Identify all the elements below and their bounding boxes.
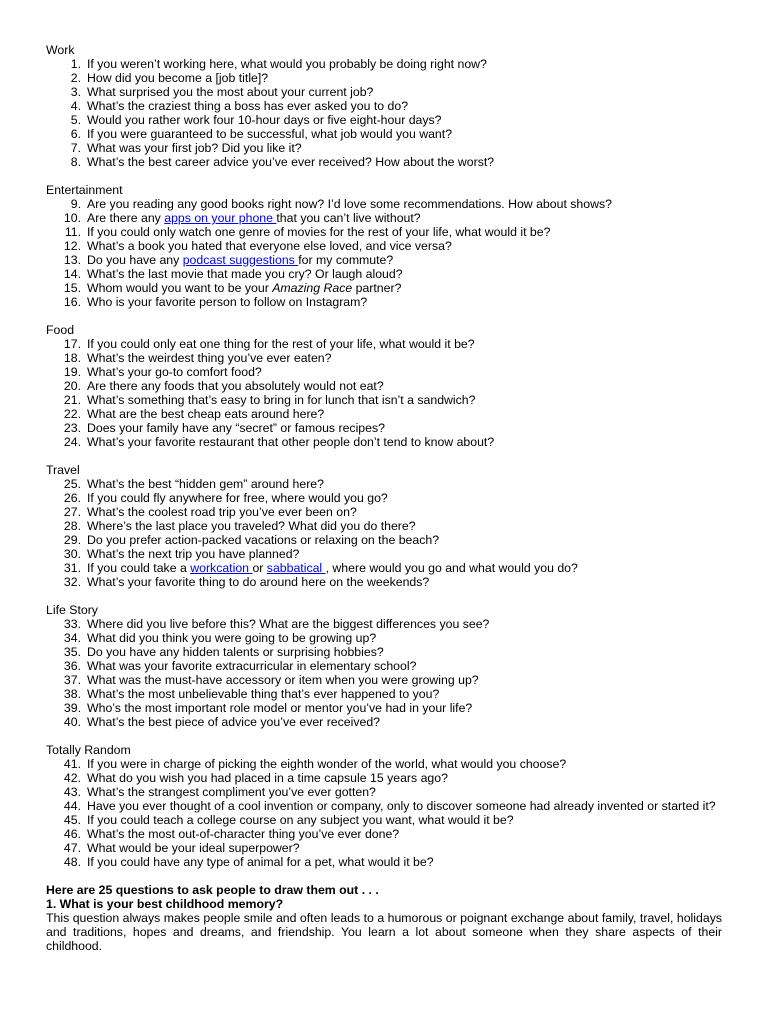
- question-item: [46, 799, 722, 813]
- question-text: If you could only watch one genre of movies for the rest of your life, what would it be?: [87, 225, 551, 239]
- question-list: [46, 197, 722, 309]
- question-text: Do you have any hidden talents or surprising hobbies?: [87, 645, 384, 659]
- text-fragment: Do you have any: [87, 253, 183, 267]
- question-text: Where did you live before this? What are the biggest differences you see?: [87, 617, 490, 631]
- question-number: 21.: [63, 393, 81, 407]
- question-number: 27.: [63, 505, 81, 519]
- text-fragment: for my commute?: [298, 253, 394, 267]
- question-number: 18.: [63, 351, 81, 365]
- question-item: [46, 771, 722, 785]
- question-number: 40.: [63, 715, 81, 729]
- question-item: [46, 673, 722, 687]
- question-number: 7.: [70, 141, 81, 155]
- section-title: Life Story: [46, 603, 98, 617]
- question-item: [46, 841, 722, 855]
- question-text: What’s the next trip you have planned?: [87, 547, 300, 561]
- italic-title: Amazing Race: [272, 281, 353, 295]
- question-item: [46, 337, 722, 351]
- question-text: What’s the most out-of-character thing you’ve ever done?: [87, 827, 400, 841]
- question-number: 42.: [63, 771, 81, 785]
- question-number: 2.: [70, 71, 81, 85]
- question-number: 12.: [63, 239, 81, 253]
- question-number: 38.: [63, 687, 81, 701]
- section-title: Travel: [46, 463, 80, 477]
- question-item: [46, 491, 722, 505]
- question-number: 23.: [63, 421, 81, 435]
- inline-link[interactable]: apps on your phone: [164, 211, 277, 225]
- question-text: What’s the most unbelievable thing that’s ever happened to you?: [87, 687, 440, 701]
- question-item: [46, 715, 722, 729]
- section-entertainment: [46, 183, 722, 309]
- question-text: What’s the best “hidden gem” around here?: [87, 477, 324, 491]
- inline-link[interactable]: workcation: [190, 561, 253, 575]
- question-number: 24.: [63, 435, 81, 449]
- question-item: [46, 561, 722, 575]
- question-item: [46, 281, 722, 295]
- question-text: What’s the strangest compliment you’ve ever gotten?: [87, 785, 376, 799]
- question-sections: [46, 43, 722, 869]
- document-body: [46, 43, 722, 953]
- question-item: [46, 393, 722, 407]
- question-item: [46, 617, 722, 631]
- text-fragment: that you can’t live without?: [276, 211, 421, 225]
- question-number: 20.: [63, 379, 81, 393]
- question-item: [46, 827, 722, 841]
- question-text: What did you think you were going to be growing up?: [87, 631, 377, 645]
- question-text: What’s the craziest thing a boss has ever asked you to do?: [87, 99, 409, 113]
- question-text: What’s the coolest road trip you’ve ever been on?: [87, 505, 357, 519]
- text-fragment: Are there any: [87, 211, 165, 225]
- section-travel: [46, 463, 722, 589]
- question-number: 19.: [63, 365, 81, 379]
- question-text: Are you reading any good books right now? I’d love some recommendations. How about shows?: [87, 197, 612, 211]
- question-item: [46, 141, 722, 155]
- section-food: [46, 323, 722, 449]
- question-number: 17.: [63, 337, 81, 351]
- question-item: [46, 813, 722, 827]
- question-item: [46, 113, 722, 127]
- question-text: What’s the last movie that made you cry? Or laugh aloud?: [87, 267, 403, 281]
- question-text: Who is your favorite person to follow on Instagram?: [87, 295, 368, 309]
- question-item: [46, 659, 722, 673]
- question-number: 32.: [63, 575, 81, 589]
- question-item: [46, 85, 722, 99]
- question-item: [46, 407, 722, 421]
- question-item: [46, 701, 722, 715]
- question-number: 11.: [64, 225, 81, 239]
- question-item: [46, 519, 722, 533]
- section-work: [46, 43, 722, 169]
- question-item: [46, 631, 722, 645]
- text-fragment: or: [252, 561, 267, 575]
- question-text: If you could have any type of animal for a pet, what would it be?: [87, 855, 434, 869]
- question-number: 45.: [63, 813, 81, 827]
- text-fragment: If you could take a: [87, 561, 191, 575]
- question-number: 22.: [63, 407, 81, 421]
- question-text: Who’s the most important role model or mentor you’ve had in your life?: [87, 701, 473, 715]
- question-item: [46, 365, 722, 379]
- question-number: 1.: [70, 57, 81, 71]
- question-text: [87, 281, 722, 295]
- question-text: If you weren’t working here, what would you probably be doing right now?: [87, 57, 487, 71]
- question-number: 29.: [63, 533, 81, 547]
- question-text: Does your family have any “secret” or famous recipes?: [87, 421, 385, 435]
- question-1-body: This question always makes people smile and often leads to a humorous or poignant exchange about family, travel, holidays and traditions, hopes and dreams, and friendship. You learn a lot about someone when they share aspects of their childhood.: [46, 911, 722, 953]
- question-text: [87, 253, 722, 267]
- question-item: [46, 155, 722, 169]
- section-title: Totally Random: [46, 743, 131, 757]
- question-text: What surprised you the most about your current job?: [87, 85, 374, 99]
- question-text: If you could only eat one thing for the rest of your life, what would it be?: [87, 337, 475, 351]
- question-item: [46, 127, 722, 141]
- question-number: 37.: [63, 673, 81, 687]
- question-item: [46, 211, 722, 225]
- question-list: [46, 57, 722, 169]
- question-number: 33.: [63, 617, 81, 631]
- intro-heading: Here are 25 questions to ask people to draw them out . . .: [46, 883, 379, 897]
- question-text: What was your first job? Did you like it?: [87, 141, 302, 155]
- question-number: 35.: [63, 645, 81, 659]
- question-list: [46, 337, 722, 449]
- question-number: 31.: [63, 561, 81, 575]
- question-item: [46, 99, 722, 113]
- question-item: [46, 71, 722, 85]
- question-item: [46, 267, 722, 281]
- question-item: [46, 435, 722, 449]
- question-text: Do you prefer action-packed vacations or relaxing on the beach?: [87, 533, 440, 547]
- question-item: [46, 645, 722, 659]
- question-number: 16.: [63, 295, 81, 309]
- section-title: Entertainment: [46, 183, 123, 197]
- section-title: Food: [46, 323, 75, 337]
- question-text: Have you ever thought of a cool invention or company, only to discover someone had already invented or started it?: [87, 799, 716, 813]
- question-text: What’s your favorite thing to do around here on the weekends?: [87, 575, 430, 589]
- question-text: [87, 211, 722, 225]
- question-text: What’s something that’s easy to bring in for lunch that isn’t a sandwich?: [87, 393, 476, 407]
- text-fragment: , where would you go and what would you do?: [325, 561, 578, 575]
- question-number: 3.: [70, 85, 81, 99]
- question-number: 43.: [63, 785, 81, 799]
- question-item: [46, 575, 722, 589]
- question-text: What’s the best career advice you’ve ever received? How about the worst?: [87, 155, 495, 169]
- question-item: [46, 225, 722, 239]
- question-text: If you were in charge of picking the eighth wonder of the world, what would you choose?: [87, 757, 567, 771]
- question-text: If you could fly anywhere for free, where would you go?: [87, 491, 388, 505]
- question-number: 6.: [70, 127, 81, 141]
- question-item: [46, 855, 722, 869]
- question-number: 4.: [70, 99, 81, 113]
- question-item: [46, 785, 722, 799]
- question-item: [46, 421, 722, 435]
- question-text: What’s your go-to comfort food?: [87, 365, 262, 379]
- section-life-story: [46, 603, 722, 729]
- question-number: 47.: [63, 841, 81, 855]
- question-number: 36.: [63, 659, 81, 673]
- question-number: 9.: [70, 197, 81, 211]
- question-number: 34.: [63, 631, 81, 645]
- question-text: Would you rather work four 10-hour days or five eight-hour days?: [87, 113, 442, 127]
- question-text: What was the must-have accessory or item when you were growing up?: [87, 673, 479, 687]
- question-list: [46, 757, 722, 869]
- question-text: Are there any foods that you absolutely would not eat?: [87, 379, 384, 393]
- question-text: How did you become a [job title]?: [87, 71, 269, 85]
- question-item: [46, 505, 722, 519]
- question-text: Where’s the last place you traveled? What did you do there?: [87, 519, 416, 533]
- question-text: What’s the weirdest thing you’ve ever eaten?: [87, 351, 332, 365]
- question-number: 14.: [63, 267, 81, 281]
- question-item: [46, 253, 722, 267]
- question-text: If you could teach a college course on any subject you want, what would it be?: [87, 813, 514, 827]
- question-text: What are the best cheap eats around here?: [87, 407, 325, 421]
- inline-link[interactable]: podcast suggestions: [182, 253, 299, 267]
- text-fragment: partner?: [352, 281, 402, 295]
- question-text: What’s the best piece of advice you’ve ever received?: [87, 715, 381, 729]
- question-number: 26.: [63, 491, 81, 505]
- question-list: [46, 477, 722, 589]
- question-list: [46, 617, 722, 729]
- question-item: [46, 477, 722, 491]
- question-number: 15.: [63, 281, 81, 295]
- question-text: What’s your favorite restaurant that other people don’t tend to know about?: [87, 435, 495, 449]
- inline-link[interactable]: sabbatical: [266, 561, 326, 575]
- question-item: [46, 687, 722, 701]
- question-number: 48.: [63, 855, 81, 869]
- question-1-heading: 1. What is your best childhood memory?: [46, 897, 284, 911]
- question-text: What’s a book you hated that everyone else loved, and vice versa?: [87, 239, 452, 253]
- question-item: [46, 379, 722, 393]
- question-item: [46, 197, 722, 211]
- section-totally-random: [46, 743, 722, 869]
- question-item: [46, 351, 722, 365]
- question-text: What would be your ideal superpower?: [87, 841, 300, 855]
- question-item: [46, 295, 722, 309]
- text-fragment: Whom would you want to be your: [87, 281, 273, 295]
- question-item: [46, 533, 722, 547]
- question-number: 44.: [63, 799, 81, 813]
- question-number: 41.: [63, 757, 81, 771]
- question-number: 10.: [63, 211, 81, 225]
- question-number: 13.: [63, 253, 81, 267]
- question-text: If you were guaranteed to be successful, what job would you want?: [87, 127, 453, 141]
- question-item: [46, 757, 722, 771]
- question-text: [87, 561, 722, 575]
- question-item: [46, 239, 722, 253]
- question-number: 25.: [63, 477, 81, 491]
- section-title: Work: [46, 43, 75, 57]
- question-item: [46, 57, 722, 71]
- question-number: 28.: [63, 519, 81, 533]
- question-number: 39.: [63, 701, 81, 715]
- footer-block: [46, 883, 722, 953]
- question-item: [46, 547, 722, 561]
- question-text: What do you wish you had placed in a time capsule 15 years ago?: [87, 771, 448, 785]
- question-number: 8.: [70, 155, 81, 169]
- question-number: 30.: [63, 547, 81, 561]
- question-number: 46.: [63, 827, 81, 841]
- question-number: 5.: [70, 113, 81, 127]
- question-text: What was your favorite extracurricular in elementary school?: [87, 659, 417, 673]
